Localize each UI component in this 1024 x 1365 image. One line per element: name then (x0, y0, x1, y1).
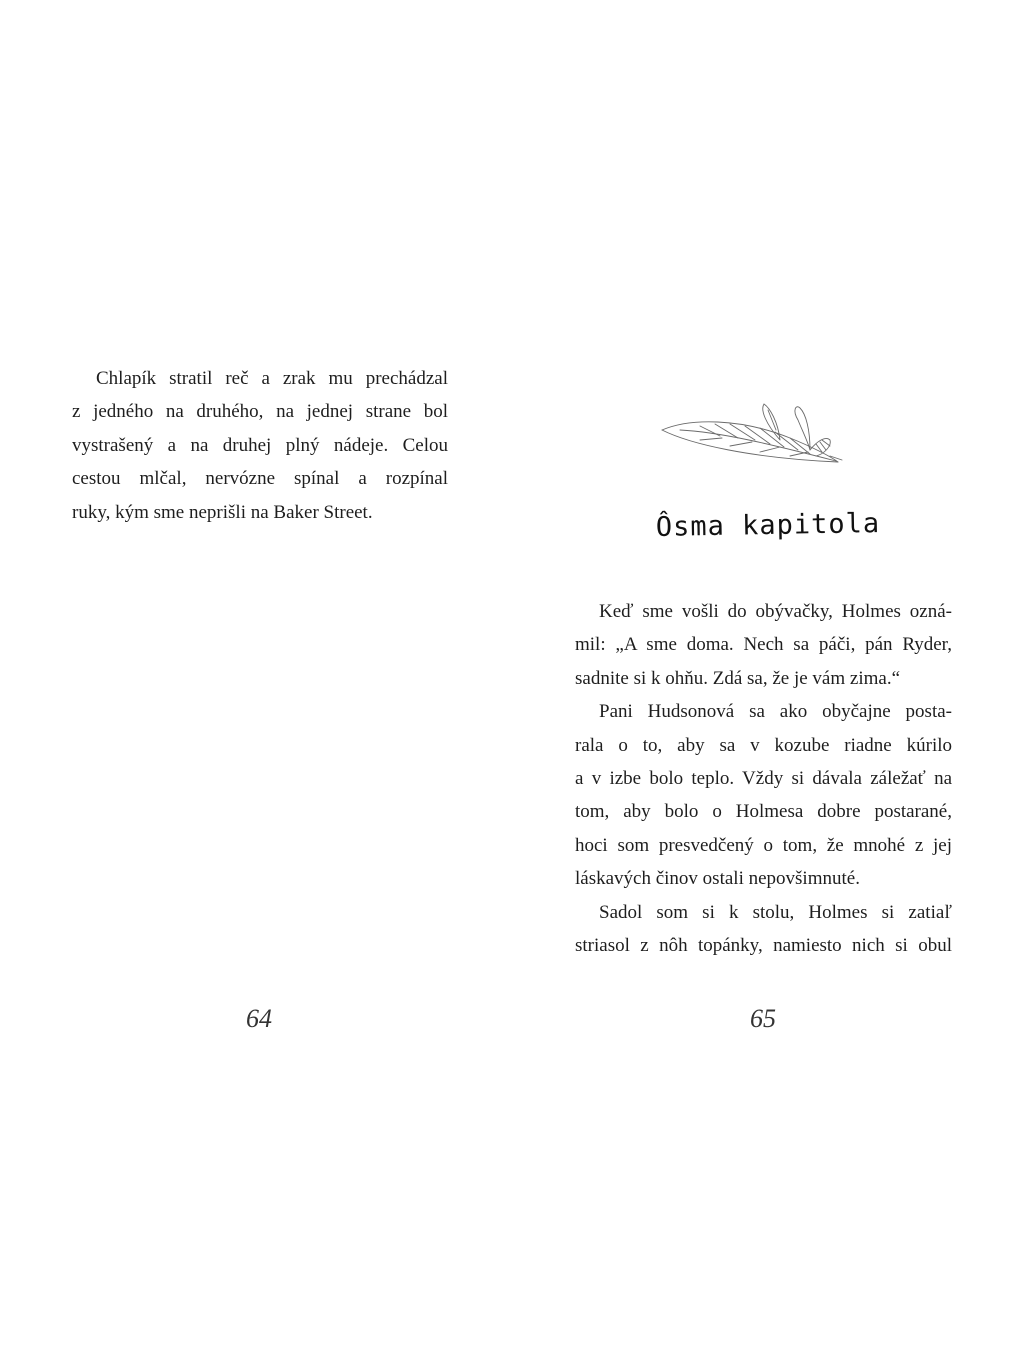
text-line: cestou mlčal, nervózne spínal a rozpínal (72, 468, 448, 490)
paragraph (575, 896, 952, 963)
text-line: vystrašený a na druhej plný nádeje. Celou (72, 434, 448, 456)
text-line: hoci som presvedčený o tom, že mnohé z jej (575, 834, 952, 856)
text-line: striasol z nôh topánky, namiesto nich si obul (575, 935, 952, 957)
paragraph (72, 362, 448, 529)
text-line: Keď sme vošli do obývačky, Holmes ozná- (599, 601, 952, 622)
right-page (512, 0, 1024, 1365)
chapter-title: Ôsma kapitola (655, 508, 881, 543)
text-line: láskavých činov ostali nepovšimnuté. (575, 868, 860, 890)
paragraph (575, 695, 952, 895)
page-number: 65 (750, 1004, 776, 1033)
text-line: Pani Hudsonová sa ako obyčajne posta- (599, 701, 952, 723)
text-line: tom, aby bolo o Holmesa dobre postarané, (575, 801, 952, 823)
page-number: 64 (246, 1004, 272, 1033)
right-page-text (575, 595, 952, 962)
text-line: ruky, kým sme neprišli na Baker Street. (72, 501, 373, 523)
paragraph (575, 595, 952, 695)
left-page-text (72, 362, 448, 529)
feather-icon (660, 400, 844, 472)
text-line: z jedného na druhého, na jednej strane bol (72, 401, 448, 423)
text-line: mil: „A sme doma. Nech sa páči, pán Ryder, (575, 634, 952, 656)
text-line: rala o to, aby sa v kozube riadne kúrilo (575, 734, 952, 756)
text-line: sadnite si k ohňu. Zdá sa, že je vám zima.“ (575, 667, 901, 689)
text-line: Sadol som si k stolu, Holmes si zatiaľ (599, 901, 952, 923)
text-line: a v izbe bolo teplo. Vždy si dávala záležať na (575, 768, 952, 790)
text-line: Chlapík stratil reč a zrak mu prechádzal (96, 368, 448, 389)
